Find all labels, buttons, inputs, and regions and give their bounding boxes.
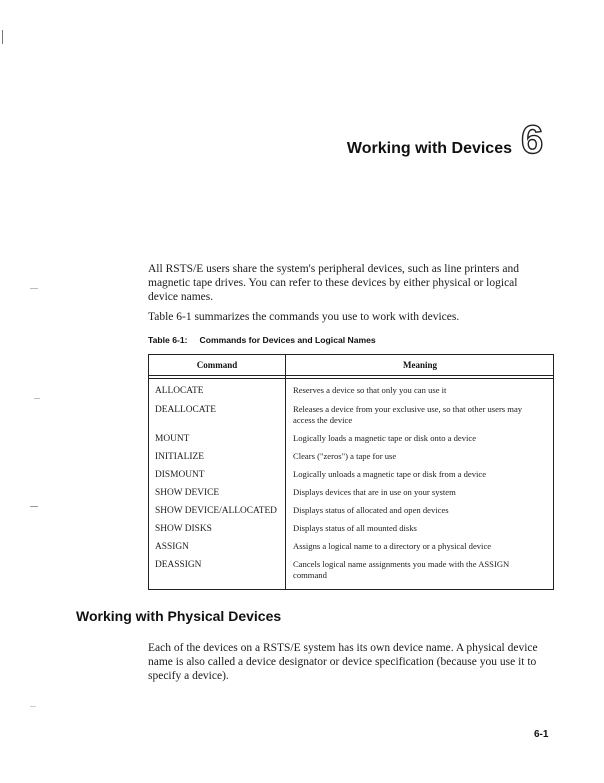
command-cell: DEASSIGN	[155, 560, 202, 570]
chapter-number: 6	[521, 118, 544, 162]
edge-mark	[30, 506, 38, 507]
command-cell: SHOW DISKS	[155, 524, 212, 534]
command-cell: SHOW DEVICE	[155, 488, 220, 498]
page-number: 6-1	[534, 729, 549, 740]
edge-mark	[30, 288, 38, 289]
table-caption-title: Commands for Devices and Logical Names	[199, 335, 376, 345]
intro-paragraph-1: All RSTS/E users share the system's peripheral devices, such as line printers and magnetic tape drives. You can refer to these devices by either physical or logical device names.	[148, 263, 519, 303]
command-cell: MOUNT	[155, 434, 190, 444]
edge-mark	[2, 30, 3, 44]
section-title: Working with Physical Devices	[76, 608, 282, 624]
meaning-cell: Logically loads a magnetic tape or disk onto a device	[293, 433, 477, 443]
header-divider	[149, 375, 553, 376]
section-paragraph: Each of the devices on a RSTS/E system has its own device name. A physical device name is also called a device designator or device specification (because you use it to specify a device).	[148, 642, 538, 682]
meaning-cell: Releases a device from your exclusive use, so that other users may access the device	[293, 404, 523, 425]
table-caption	[148, 335, 376, 345]
commands-table	[148, 354, 554, 590]
intro-paragraph-2: Table 6-1 summarizes the commands you use to work with devices.	[148, 311, 460, 323]
meaning-cell: Displays status of allocated and open devices	[293, 505, 449, 515]
command-cell: ALLOCATE	[155, 386, 204, 396]
edge-mark	[34, 398, 40, 399]
meaning-cell: Displays status of all mounted disks	[293, 523, 417, 533]
command-cell: ASSIGN	[155, 542, 189, 552]
chapter-title: Working with Devices	[346, 140, 512, 157]
command-cell: SHOW DEVICE/ALLOCATED	[155, 506, 277, 516]
meaning-cell: Reserves a device so that only you can use it	[293, 385, 447, 395]
header-command: Command	[196, 360, 238, 370]
command-cell: DEALLOCATE	[155, 405, 216, 415]
table-column-divider	[285, 355, 286, 589]
meaning-cell: Cancels logical name assignments you made with the ASSIGN command	[293, 559, 510, 580]
table-caption-label: Table 6-1:	[148, 335, 188, 345]
header-meaning: Meaning	[402, 360, 437, 370]
command-cell: INITIALIZE	[155, 452, 204, 462]
meaning-cell: Clears ("zeros") a tape for use	[293, 451, 397, 461]
meaning-cell: Displays devices that are in use on your system	[293, 487, 456, 497]
edge-mark	[30, 706, 36, 707]
header-divider	[149, 378, 553, 379]
meaning-cell: Logically unloads a magnetic tape or disk from a device	[293, 469, 487, 479]
command-cell: DISMOUNT	[155, 470, 205, 480]
meaning-cell: Assigns a logical name to a directory or a physical device	[293, 541, 492, 551]
